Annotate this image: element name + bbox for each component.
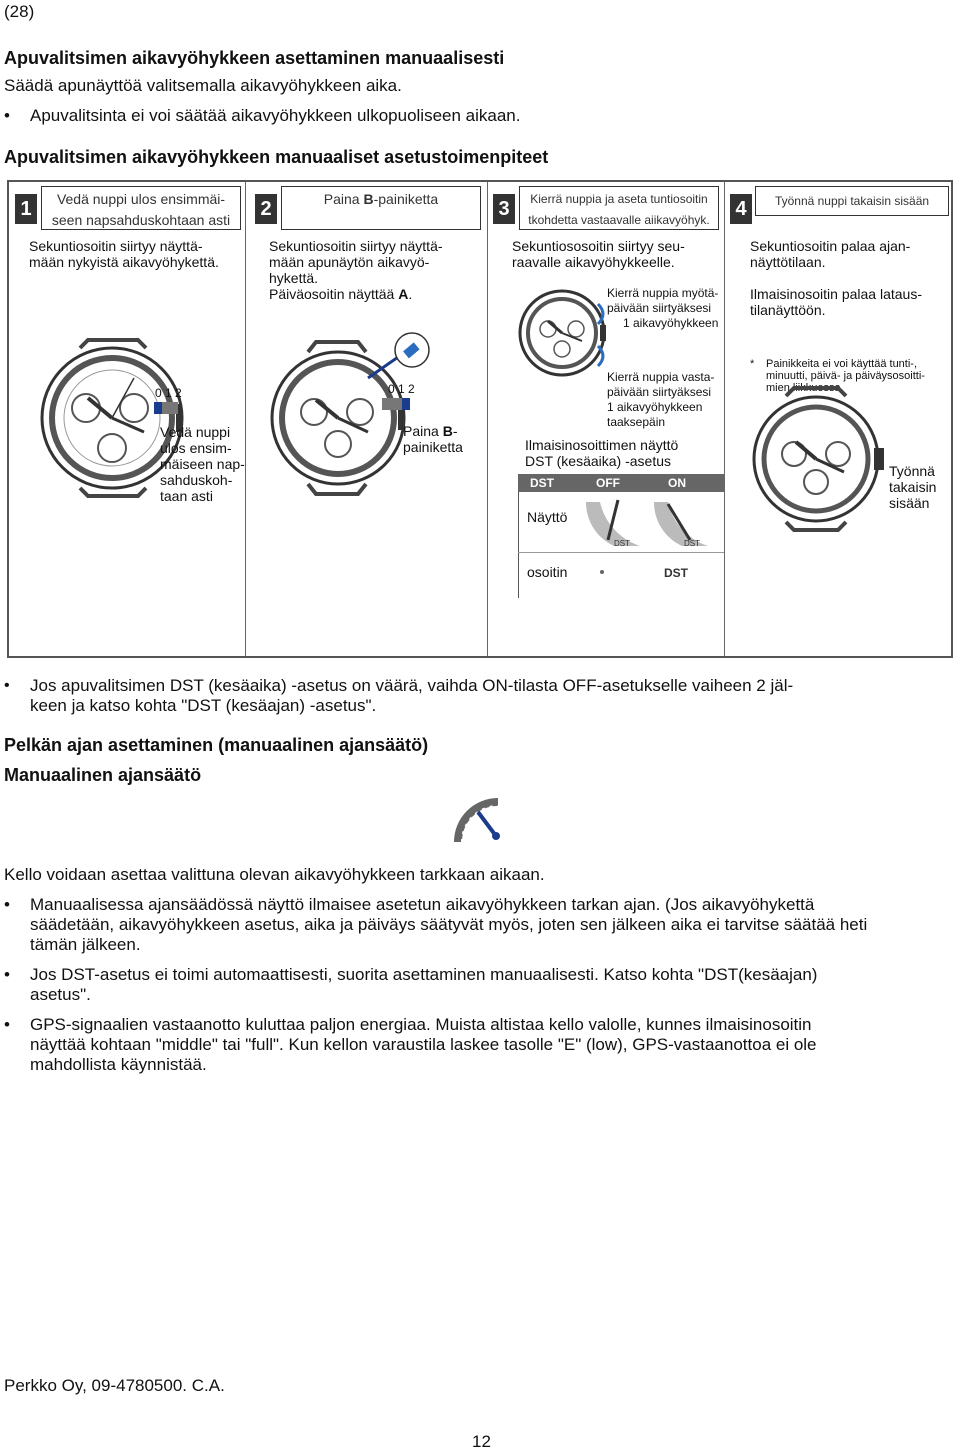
step-2-result-l4-post: .: [408, 286, 413, 302]
step-3-cw-l3: 1 aikavyöhykkeen: [623, 316, 719, 330]
crown-pos-0: 0: [155, 386, 162, 400]
dst-indicator-title: [525, 437, 678, 469]
step-2-caption-post: -: [452, 423, 458, 439]
step-4-number: 4: [730, 194, 752, 224]
dst-col-dst: DST: [530, 476, 554, 490]
section-intro: Säädä apunäyttöä valitsemalla aikavyöhykkeen aika.: [4, 76, 402, 95]
crown-pos-0: 0: [388, 382, 395, 396]
dst-note-l2: keen ja katso kohta "DST (kesäajan) -asetus".: [30, 696, 377, 715]
crown-pos-2: 2: [408, 382, 415, 396]
dst-mark-on: DST: [684, 539, 700, 548]
page-number: 12: [472, 1432, 491, 1451]
step-3-ccw-l2: päivään siirtyäksesi: [607, 385, 712, 399]
gauge-icon: [452, 796, 512, 848]
step-1-result-l1: Sekuntiosoitin siirtyy näyttä-: [29, 238, 203, 254]
step-1-caption-l3: mäiseen nap-: [160, 456, 245, 472]
dst-mark-off: DST: [614, 539, 630, 548]
step-4-caption-l3: sisään: [889, 495, 930, 511]
b3-l3: mahdollista käynnistää.: [30, 1055, 207, 1074]
crown-positions-1: [155, 386, 185, 402]
dst-title-l1: Ilmaisinosoittimen näyttö: [525, 437, 679, 453]
b1-l3: tämän jälkeen.: [30, 935, 141, 954]
step-2-number: 2: [255, 194, 277, 224]
step-1-result-l2: mään nykyistä aikavyöhykettä.: [29, 254, 219, 270]
section-subtitle: Apuvalitsimen aikavyöhykkeen manuaaliset asetustoimenpiteet: [4, 147, 549, 167]
b3-l1: GPS-signaalien vastaanotto kuluttaa paljon energiaa. Muista altistaa kello valolle, kunnes ilmaisinosoitin: [30, 1015, 812, 1034]
step-2-instr-pre: Paina: [323, 191, 364, 207]
step-2-caption: [403, 423, 463, 455]
crown-positions-2: [388, 382, 418, 398]
step-3-cw-l2: päivään siirtyäksesi: [607, 301, 712, 315]
dst-title-l2: DST (kesäaika) -asetus: [525, 453, 672, 469]
note-l1: Painikkeita ei voi käyttää tunti-,: [766, 358, 918, 370]
step-1-instruction-l2: seen napsahduskohtaan asti: [51, 212, 231, 228]
step-3-ccw-l4: taaksepäin: [607, 415, 666, 429]
step-4-result-b-l2: tilanäyttöön.: [750, 302, 826, 318]
dst-note-l1: Jos apuvalitsimen DST (kesäaika) -asetus on väärä, vaihda ON-tilasta OFF-asetukselle vaiheen 2 jäl-: [30, 676, 794, 695]
watch-4-icon: [746, 384, 896, 534]
step-1-result: [29, 238, 219, 270]
step-3-instruction: [519, 186, 719, 230]
step-3-cw-l1: Kierrä nuppia myötä-: [607, 286, 719, 300]
step-1-caption-l4: sahduskoh-: [160, 472, 233, 488]
b2-l2: asetus".: [30, 985, 91, 1004]
dst-table: [518, 474, 724, 598]
step-2-result-l1: Sekuntiosoitin siirtyy näyttä-: [269, 238, 443, 254]
step-4-result-b: [750, 286, 922, 318]
step-1-number: 1: [15, 194, 37, 224]
crown-indicator-2: [402, 398, 410, 410]
step-2-instr-post: -painiketta: [373, 191, 439, 207]
bullet-text: Apuvalitsinta ei voi säätää aikavyöhykkeen ulkopuoliseen aikaan.: [30, 106, 521, 125]
note-l2: minuutti, päivä- ja päiväysosoitti-: [766, 370, 925, 382]
section-title: Apuvalitsimen aikavyöhykkeen asettaminen manuaalisesti: [4, 48, 505, 68]
crown-pos-1: 1: [165, 386, 172, 400]
step-2-result-l4-pre: Päiväosoitin näyttää: [269, 286, 399, 302]
step-2-caption-l2: painiketta: [403, 439, 463, 455]
section2-bullet-2: • Jos DST-asetus ei toimi automaattisesti, suorita asettaminen manuaalisesti. Katso kohta "DST(kesäajan) asetus".: [4, 965, 944, 1005]
step-2-instruction: [281, 186, 481, 230]
dst-note: • Jos apuvalitsimen DST (kesäaika) -asetus on väärä, vaihda ON-tilasta OFF-asetukselle vaiheen 2 jäl- keen ja katso kohta "DST (kesäajan) -asetus".: [4, 676, 944, 716]
section2-bullet-3: • GPS-signaalien vastaanotto kuluttaa paljon energiaa. Muista altistaa kello valolle, kunnes ilmaisinosoitin näyttää kohtaan "middle" tai "full". Kun kellon varaustila laskee tasolle "E" (low), GPS-vastaanottoa ei ole mahdollista käynnistää.: [4, 1015, 944, 1075]
step-3-result-l1: Sekuntiososoitin siirtyy seu-: [512, 238, 685, 254]
b1-l2: säädetään, aikavyöhykkeen asetus, aika ja päiväys säätyvät myös, joten sen jälkeen aika ei tarvitse säätää heti: [30, 915, 868, 934]
dst-col-on: ON: [668, 476, 686, 490]
b2-l1: Jos DST-asetus ei toimi automaattisesti, suorita asettaminen manuaalisesti. Katso kohta "DST(kesäajan): [30, 965, 818, 984]
step-2-caption-pre: Paina: [403, 423, 443, 439]
step-3-instruction-l2: tkohdetta vastaavalle aiikavyöhyk.: [528, 213, 710, 227]
step-3-result-l2: raavalle aikavyöhykkeelle.: [512, 254, 675, 270]
step-2-result: [269, 238, 443, 302]
step-3-ccw-l3: 1 aikavyöhykkeen: [607, 400, 703, 414]
section2-subtitle: Manuaalinen ajansäätö: [4, 765, 202, 785]
step-4-instruction: Työnnä nuppi takaisin sisään: [755, 186, 949, 216]
step-4-result-a: [750, 238, 910, 270]
step-4-result-b-l1: Ilmaisinosoitin palaa lataus-: [750, 286, 922, 302]
rotate-arrows-icon: [594, 300, 614, 370]
dst-hand-dot: [600, 570, 604, 574]
step-3-ccw-l1: Kierrä nuppia vasta-: [607, 370, 715, 384]
crown-stem-2: [382, 398, 402, 410]
step-4-caption-l1: Työnnä: [889, 463, 935, 479]
step-2-result-l3: hykettä.: [269, 270, 319, 286]
crown-pos-1: 1: [398, 382, 405, 396]
section2-title: Pelkän ajan asettaminen (manuaalinen ajansäätö): [4, 735, 429, 755]
section2-intro: Kello voidaan asettaa valittuna olevan aikavyöhykkeen tarkkaan aikaan.: [4, 865, 545, 884]
dst-gauge-icons: [578, 494, 718, 550]
step-3-ccw-caption: [607, 370, 714, 430]
step-1-instruction-l1: Vedä nuppi ulos ensimmäi-: [56, 191, 226, 207]
step-1-caption-l1: Vedä nuppi: [160, 424, 231, 440]
step-2-caption-bold: B: [442, 423, 453, 439]
step-2-result-l2: mään apunäytön aikavyö-: [269, 254, 430, 270]
step-2-instr-bold: B: [363, 191, 374, 207]
crown-stem-1: [162, 402, 178, 414]
step-3-cw-caption: [607, 286, 718, 331]
b3-l2: näyttää kohtaan "middle" tai "full". Kun kellon varaustila laskee tasolle "E" (low), GPS-vastaanottoa ei ole: [30, 1035, 817, 1054]
dst-row-hand: osoitin: [527, 564, 568, 580]
step-4-result-a-l1: Sekuntiosoitin palaa ajan-: [750, 238, 911, 254]
step-1-caption-l2: ulos ensim-: [160, 440, 232, 456]
dst-col-off: OFF: [596, 476, 620, 490]
crown-pos-2: 2: [175, 386, 182, 400]
page-ref: (28): [4, 2, 35, 21]
step-3-result: [512, 238, 685, 270]
step-4-result-a-l2: näyttötilaan.: [750, 254, 826, 270]
section2-bullet-1: • Manuaalisessa ajansäädössä näyttö ilmaisee asetetun aikavyöhykkeen tarkan ajan. (Jos aikavyöhykettä säädetään, aikavyöhykkeen asetus, aika ja päiväys säätyvät myös, joten sen jälkeen aika ei tarvitse säätää heti tämän jälkeen.: [4, 895, 944, 955]
step-4-caption: [889, 463, 936, 511]
step-3-number: 3: [493, 194, 515, 224]
step-4-caption-l2: takaisin: [889, 479, 937, 495]
dst-hand-mark: DST: [664, 566, 688, 580]
b1-l1: Manuaalisessa ajansäädössä näyttö ilmaisee asetetun aikavyöhykkeen tarkan ajan. (Jos aikavyöhykettä: [30, 895, 815, 914]
dst-row-display: Näyttö: [527, 509, 568, 525]
note-star: *: [750, 358, 755, 370]
note-l3: mien liikkuessa.: [766, 382, 844, 394]
step-2-result-l4-bold: A: [398, 286, 409, 302]
step-1-caption-l5: taan asti: [160, 488, 213, 504]
step-3-instruction-l1: Kierrä nuppia ja aseta tuntiosoitin: [530, 192, 708, 206]
button-b-highlight-icon: [392, 330, 432, 370]
crown-indicator-1: [154, 402, 162, 414]
step-1-instruction: [41, 186, 241, 230]
footer-company: Perkko Oy, 09-4780500. C.A.: [4, 1376, 225, 1395]
step-1-caption: [160, 424, 245, 504]
